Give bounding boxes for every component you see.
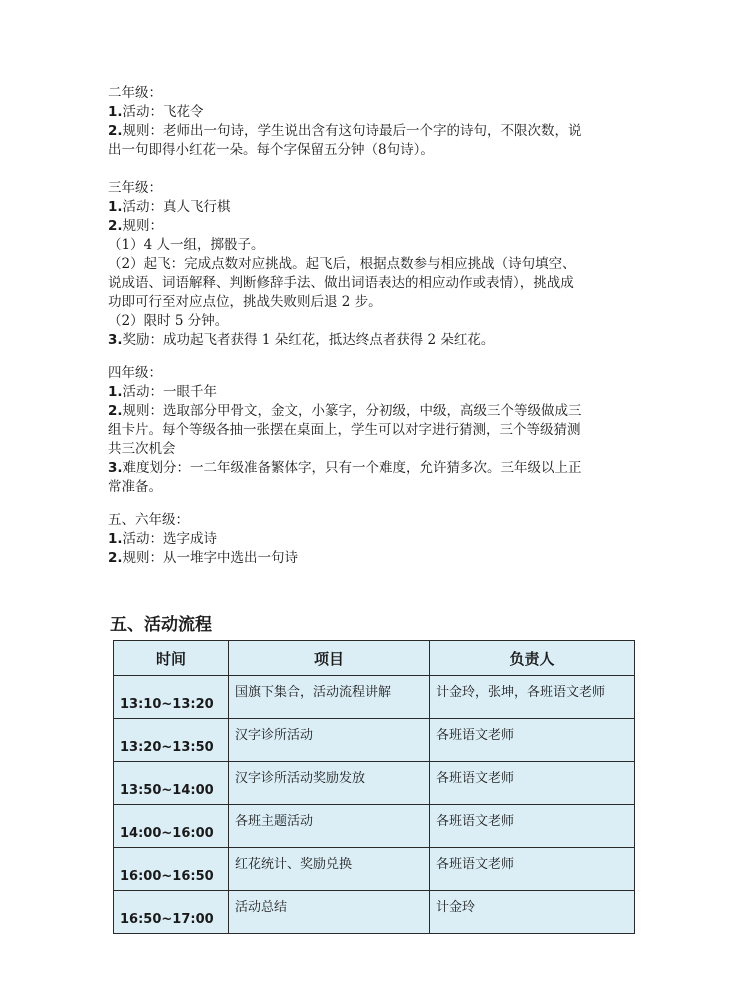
grade56-section bbox=[108, 511, 648, 568]
grade4-title: 四年级： bbox=[108, 365, 162, 381]
grade4-difficulty-cont: 常准备。 bbox=[108, 479, 162, 495]
schedule-header-row bbox=[114, 641, 635, 676]
row-time: 16:50~17:00 bbox=[114, 891, 229, 934]
row-time: 13:50~14:00 bbox=[114, 762, 229, 805]
grade3-sub1: （1）4 人一组，掷骰子。 bbox=[108, 237, 265, 253]
grade2-section bbox=[108, 84, 648, 160]
grade3-sub2-cont1: 说成语、词语解释、判断修辞手法、做出词语表达的相应动作或表情），挑战成 bbox=[108, 275, 574, 291]
grade4-section bbox=[108, 364, 648, 497]
grade3-title: 三年级： bbox=[108, 180, 162, 196]
row-time: 16:00~16:50 bbox=[114, 848, 229, 891]
grade4-rule: 2.规则：选取部分甲骨文，金文，小篆字，分初级，中级，高级三个等级做成三 bbox=[108, 403, 582, 419]
grade3-sub3: （2）限时 5 分钟。 bbox=[108, 313, 229, 329]
row-item: 活动总结 bbox=[229, 891, 430, 934]
row-owner: 各班语文老师 bbox=[430, 805, 635, 848]
grade56-rule: 2.规则：从一堆字中选出一句诗 bbox=[108, 550, 299, 566]
row-owner: 计金玲，张坤，各班语文老师 bbox=[430, 676, 635, 719]
grade4-difficulty: 3.难度划分：一二年级准备繁体字，只有一个难度，允许猜多次。三年级以上正 bbox=[108, 460, 582, 476]
row-item: 红花统计、奖励兑换 bbox=[229, 848, 430, 891]
section5-heading: 五、活动流程 bbox=[110, 615, 212, 635]
table-row bbox=[114, 676, 635, 719]
row-owner: 各班语文老师 bbox=[430, 762, 635, 805]
row-item: 各班主题活动 bbox=[229, 805, 430, 848]
row-time: 14:00~16:00 bbox=[114, 805, 229, 848]
grade2-rule-cont: 出一句即得小红花一朵。每个字保留五分钟（8句诗）。 bbox=[108, 142, 434, 158]
header-owner: 负责人 bbox=[430, 641, 635, 676]
table-row bbox=[114, 848, 635, 891]
grade4-rule-cont1: 组卡片。每个等级各抽一张摆在桌面上，学生可以对字进行猜测，三个等级猜测 bbox=[108, 422, 581, 438]
table-row bbox=[114, 762, 635, 805]
header-time: 时间 bbox=[114, 641, 229, 676]
grade3-activity: 1.活动：真人飞行棋 bbox=[108, 199, 231, 215]
grade3-reward: 3.奖励：成功起飞者获得 1 朵红花，抵达终点者获得 2 朵红花。 bbox=[108, 332, 495, 348]
row-time: 13:20~13:50 bbox=[114, 719, 229, 762]
row-time: 13:10~13:20 bbox=[114, 676, 229, 719]
table-row bbox=[114, 719, 635, 762]
table-row bbox=[114, 891, 635, 934]
row-owner: 计金玲 bbox=[430, 891, 635, 934]
grade3-rule: 2.规则： bbox=[108, 218, 164, 234]
grade3-section bbox=[108, 179, 648, 350]
grade56-title: 五、六年级： bbox=[108, 512, 189, 528]
grade3-sub2-cont2: 功即可行至对应点位，挑战失败则后退 2 步。 bbox=[108, 294, 382, 310]
row-owner: 各班语文老师 bbox=[430, 848, 635, 891]
grade56-activity: 1.活动：选字成诗 bbox=[108, 531, 218, 547]
row-owner: 各班语文老师 bbox=[430, 719, 635, 762]
grade2-activity: 1.活动：飞花令 bbox=[108, 104, 204, 120]
grade4-activity: 1.活动：一眼千年 bbox=[108, 384, 218, 400]
row-item: 汉字诊所活动 bbox=[229, 719, 430, 762]
row-item: 国旗下集合，活动流程讲解 bbox=[229, 676, 430, 719]
row-item: 汉字诊所活动奖励发放 bbox=[229, 762, 430, 805]
header-item: 项目 bbox=[229, 641, 430, 676]
table-row bbox=[114, 805, 635, 848]
grade3-sub2: （2）起飞：完成点数对应挑战。起飞后，根据点数参与相应挑战（诗句填空、 bbox=[108, 256, 576, 272]
grade2-title: 二年级： bbox=[108, 85, 162, 101]
schedule-table bbox=[113, 640, 635, 934]
grade4-rule-cont2: 共三次机会 bbox=[108, 441, 176, 457]
grade2-rule: 2.规则：老师出一句诗，学生说出含有这句诗最后一个字的诗句，不限次数，说 bbox=[108, 123, 582, 139]
